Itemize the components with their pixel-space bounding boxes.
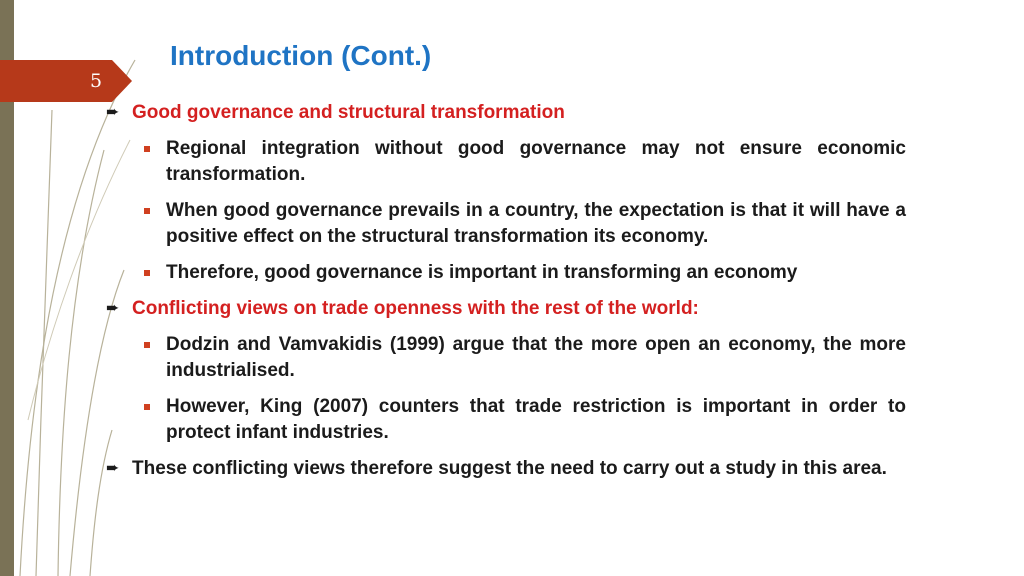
slide-number: 5 <box>89 70 103 92</box>
slide-content <box>104 100 906 482</box>
bullet-text: Good governance and structural transformation <box>132 102 565 123</box>
arrow-right-icon: ➨ <box>106 104 120 121</box>
sub-bullet-text: Dodzin and Vamvakidis (1999) argue that the more open an economy, the more industrialised. <box>166 334 906 381</box>
page-title: Introduction (Cont.) <box>170 40 432 71</box>
sub-bullet-king <box>166 394 906 446</box>
sub-bullet-text: Therefore, good governance is important in transforming an economy <box>166 262 798 283</box>
square-bullet-icon <box>144 208 150 214</box>
sub-bullet-governance-important <box>166 260 906 286</box>
sub-bullet-text: However, King (2007) counters that trade restriction is important in order to protect infant industries. <box>166 396 906 443</box>
arrow-right-icon: ➨ <box>106 300 120 317</box>
square-bullet-icon <box>144 404 150 410</box>
bullet-text: These conflicting views therefore suggest the need to carry out a study in this area. <box>132 458 887 479</box>
bullet-good-governance <box>104 100 906 126</box>
bullet-text: Conflicting views on trade openness with the rest of the world: <box>132 298 699 319</box>
sub-bullet-governance-prevails <box>166 198 906 250</box>
sub-bullet-text: Regional integration without good governance may not ensure economic transformation. <box>166 138 906 185</box>
square-bullet-icon <box>144 146 150 152</box>
slide-number-tab <box>0 60 132 102</box>
square-bullet-icon <box>144 270 150 276</box>
arrow-right-icon: ➨ <box>106 460 120 477</box>
sub-bullet-text: When good governance prevails in a country, the expectation is that it will have a positive effect on the structural transformation its economy. <box>166 200 906 247</box>
sub-bullet-regional-integration <box>166 136 906 188</box>
bullet-conflicting-views <box>104 296 906 322</box>
square-bullet-icon <box>144 342 150 348</box>
sub-bullet-dodzin <box>166 332 906 384</box>
bullet-conclusion <box>104 456 906 482</box>
